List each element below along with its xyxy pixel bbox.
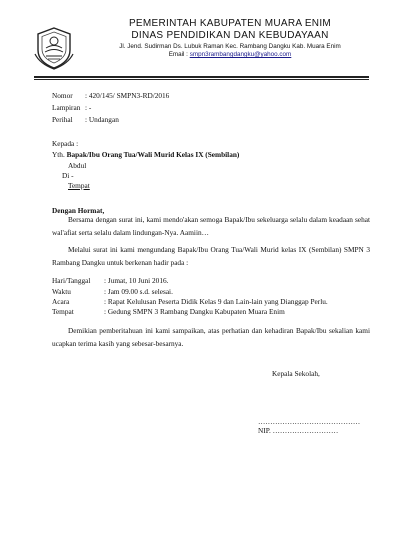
schedule-row [52, 297, 328, 306]
schedule-label: Hari/Tanggal [52, 276, 91, 285]
meta-lampiran [52, 103, 91, 112]
schedule-value: : Rapat Kelulusan Peserta Didik Kelas 9 dan Lain-lain yang Dianggap Perlu. [104, 297, 328, 306]
schedule-label: Waktu [52, 287, 71, 296]
letterhead-address: Jl. Jend. Sudirman Ds. Lubuk Raman Kec. Rambang Dangku Kab. Muara Enim [119, 43, 341, 50]
schedule-value: : Jumat, 10 Juni 2016. [104, 276, 169, 285]
letterhead-rule-thin [34, 79, 369, 80]
schedule-row [52, 276, 168, 285]
signature-nip: NIP. ……………………… [258, 426, 339, 435]
lampiran-label: Lampiran [52, 103, 81, 112]
schedule-row [52, 307, 285, 316]
meta-nomor [52, 91, 169, 100]
letterhead-text [80, 18, 380, 59]
lampiran-value: : - [85, 103, 92, 112]
regency-emblem-icon [34, 26, 74, 70]
email-link[interactable]: smpn3rambangdangku@yahoo.com [189, 51, 292, 58]
recipient-tempat: Tempat [68, 181, 90, 190]
schedule-value: : Gedung SMPN 3 Rambang Dangku Kabupaten Muara Enim [104, 307, 285, 316]
letterhead-department: DINAS PENDIDIKAN DAN KEBUDAYAAN [131, 30, 329, 41]
nomor-value: : 420/145/ SMPN3-RD/2016 [85, 91, 170, 100]
letterhead [0, 0, 400, 80]
greeting: Dengan Hormat, [52, 206, 105, 215]
signature-title: Kepala Sekolah, [272, 369, 320, 378]
perihal-value: : Undangan [85, 115, 119, 124]
schedule-label: Tempat [52, 307, 74, 316]
recipient-name-line [52, 150, 239, 159]
perihal-label: Perihal [52, 115, 73, 124]
nomor-label: Nomor [52, 91, 73, 100]
schedule-label: Acara [52, 297, 70, 306]
recipient-di: Di - [62, 171, 74, 180]
paragraph-3: Demikian pemberitahuan ini kami sampaikan, atas perhatian dan kehadiran Bapak/Ibu sekalian kami ucapkan terima kasih yang sebesar-besarnya. [52, 326, 370, 348]
email-label: Email : [168, 51, 190, 58]
paragraph-2: Melalui surat ini kami mengundang Bapak/Ibu Orang Tua/Wali Murid kelas IX (Sembilan) SMPN 3 Rambang Dangku untuk berkenan hadir pada : [52, 245, 370, 267]
letterhead-government: PEMERINTAH KABUPATEN MUARA ENIM [128, 18, 332, 29]
schedule-value: : Jam 09.00 s.d. selesai. [104, 287, 173, 296]
paragraph-1: Bersama dengan surat ini, kami mendo'akan semoga Bapak/Ibu sekeluarga selalu dalam keadaan sehat wal'afiat serta selalu dalam lindungan-Nya. Aamiin… [52, 215, 370, 237]
signature-name-line: …………………………………… [258, 417, 361, 426]
recipient-name: Bapak/Ibu Orang Tua/Wali Murid Kelas IX (Sembilan) [66, 150, 240, 159]
recipient-line2: Abdul [68, 161, 87, 170]
recipient-kepada: Kepada : [52, 139, 79, 148]
letterhead-rule-thick [34, 76, 369, 78]
recipient-yth: Yth. [52, 150, 65, 159]
meta-perihal [52, 115, 119, 124]
schedule-row [52, 287, 173, 296]
letterhead-email-line [80, 51, 380, 59]
